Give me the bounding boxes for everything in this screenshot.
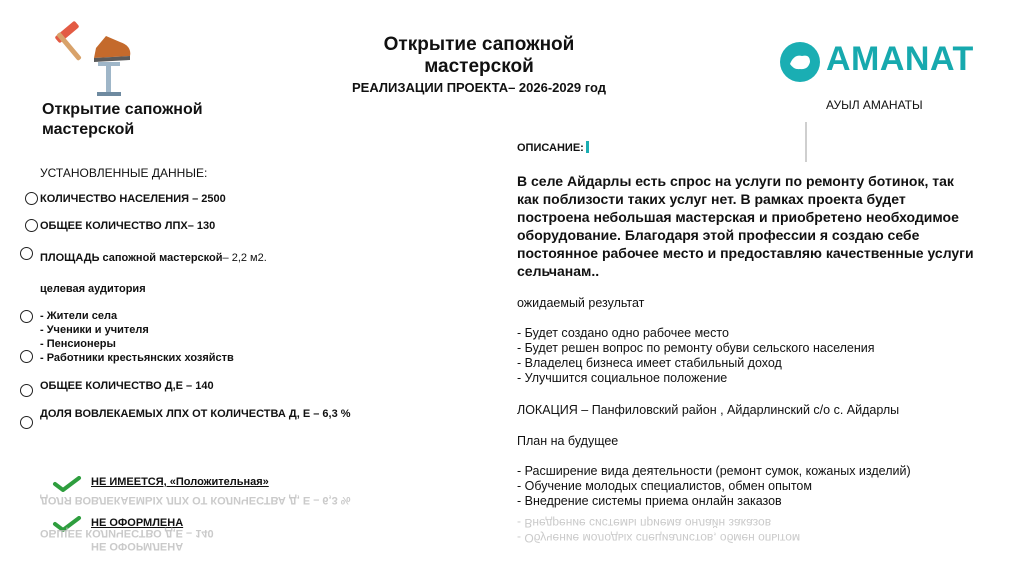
- bullet-circle-icon: [25, 192, 38, 205]
- page-subtitle: РЕАЛИЗАЦИИ ПРОЕКТА– 2026-2029 год: [352, 80, 606, 95]
- bullet-circle-icon: [20, 310, 33, 323]
- area-value: – 2,2 м2.: [222, 252, 267, 264]
- ghost-reflection-text: ДОЛЯ ВОВЛЕКАЕМЫХ ЛПХ ОТ КОЛИЧЕСТВА Д, Е – 6,3 %: [40, 494, 351, 506]
- checkmark-icon: [52, 476, 82, 492]
- cursor-bar: [586, 141, 589, 153]
- audience-header: целевая аудитория: [40, 283, 146, 295]
- population-text: КОЛИЧЕСТВО НАСЕЛЕНИЯ – 2500: [40, 193, 226, 205]
- page-title-line2: мастерской: [424, 56, 534, 77]
- audience-item: - Жители села: [40, 310, 118, 322]
- bullet-circle-icon: [25, 219, 38, 232]
- ghost-reflection-text: - Внедрение системы приема онлайн заказов: [517, 516, 772, 530]
- page-title: Открытие сапожной: [383, 34, 575, 55]
- check1-text: НЕ ИМЕЕТСЯ, «Положительная»: [91, 476, 269, 488]
- expected-item: - Будет решен вопрос по ремонту обуви сельского населения: [517, 341, 875, 355]
- amanat-logo-icon: [780, 42, 820, 82]
- area-text: [40, 252, 267, 264]
- audience-item: - Ученики и учителя: [40, 324, 149, 336]
- logo-caption: АУЫЛ АМАНАТЫ: [826, 98, 923, 112]
- plan-item: - Расширение вида деятельности (ремонт сумок, кожаных изделий): [517, 464, 911, 478]
- area-label: ПЛОЩАДЬ сапожной мастерской: [40, 252, 223, 264]
- amanat-logo-text: AMANAT: [826, 40, 974, 78]
- audience-item: - Пенсионеры: [40, 338, 116, 350]
- share-text: ДОЛЯ ВОВЛЕКАЕМЫХ ЛПХ ОТ КОЛИЧЕСТВА Д, Е – 6,3 %: [40, 408, 351, 420]
- bullet-circle-icon: [20, 416, 33, 429]
- audience-list: [40, 309, 234, 365]
- plan-list: [517, 464, 987, 509]
- left-title: [42, 100, 262, 140]
- description-label-text: ОПИСАНИЕ:: [517, 142, 584, 154]
- bullet-circle-icon: [20, 247, 33, 260]
- location-text: ЛОКАЦИЯ – Панфиловский район , Айдарлинский с/о с. Айдарлы: [517, 403, 900, 417]
- lph-total-text: ОБЩЕЕ КОЛИЧЕСТВО ЛПХ– 130: [40, 220, 216, 232]
- plan-item: - Обучение молодых специалистов, обмен опытом: [517, 479, 812, 493]
- ghost-reflection-text: ОБЩЕЕ КОЛИЧЕСТВО Д,Е – 140: [40, 527, 214, 539]
- audience-item: - Работники крестьянских хозяйств: [40, 352, 234, 364]
- description-label: [517, 141, 589, 154]
- expected-item: - Будет создано одно рабочее место: [517, 326, 729, 340]
- bullet-circle-icon: [20, 350, 33, 363]
- left-title-line2: мастерской: [42, 121, 135, 138]
- plan-item: - Внедрение системы приема онлайн заказов: [517, 494, 782, 508]
- plan-header: План на будущее: [517, 434, 619, 448]
- expected-list: [517, 326, 987, 386]
- left-title-line1: Открытие сапожной: [42, 101, 203, 118]
- expected-item: - Владелец бизнеса имеет стабильный доход: [517, 356, 782, 370]
- bullet-circle-icon: [20, 384, 33, 397]
- established-header: УСТАНОВЛЕННЫЕ ДАННЫЕ:: [40, 166, 208, 180]
- description-paragraph: В селе Айдарлы есть спрос на услуги по ремонту ботинок, так как поблизости таких услуг нет. В рамках проекта будет построена небольшая мастерская и приобретено необходимое оборудование. Благодаря этой профессии я создаю себе постоянное рабочее место и предоставляю качественные услуги сельчанам..: [517, 173, 974, 279]
- expected-header: ожидаемый результат: [517, 296, 645, 310]
- ghost-reflection-text: НЕ ОФОРМЛЕНА: [91, 540, 184, 552]
- check2-text: НЕ ОФОРМЛЕНА: [91, 517, 184, 529]
- households-text: ОБЩЕЕ КОЛИЧЕСТВО Д,Е – 140: [40, 380, 214, 392]
- expected-item: - Улучшится социальное положение: [517, 371, 728, 385]
- ghost-reflection-text: - Обучение молодых специалистов, обмен опытом: [517, 531, 801, 545]
